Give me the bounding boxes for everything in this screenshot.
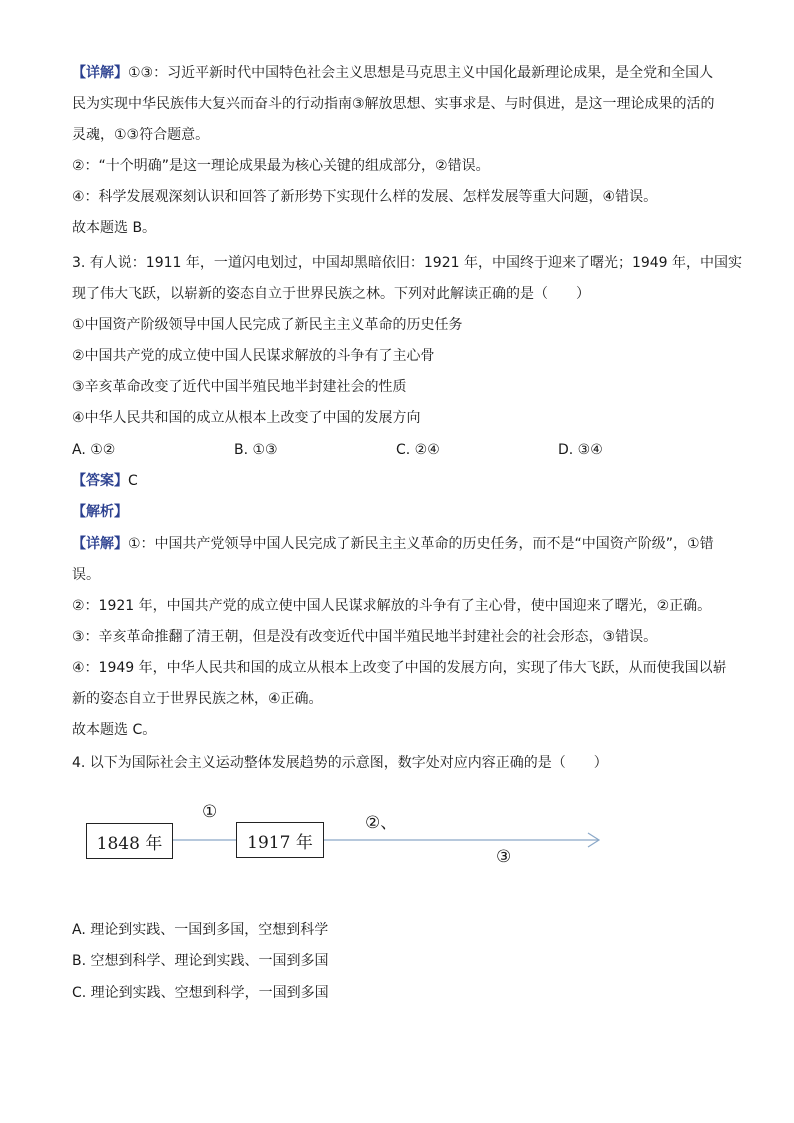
q3-detail-line-1: 【详解】①：中国共产党领导中国人民完成了新民主主义革命的历史任务，而不是“中国资产阶级”，①错 [72,536,714,552]
q3-option-d: D. ③④ [558,442,603,458]
q2-detail-line-3: 灵魂，①③符合题意。 [72,127,210,143]
q2-conclusion: 故本题选 B。 [72,220,157,236]
q3-detail-line-6: 新的姿态自立于世界民族之林，④正确。 [72,691,323,707]
detail-tag: 【详解】 [72,65,128,81]
q3-conclusion: 故本题选 C。 [72,722,157,738]
q3-detail-line-2: 误。 [72,567,100,583]
q3-answer: 【答案】C [72,473,138,489]
q3-statement-2: ②中国共产党的成立使中国人民谋求解放的斗争有了主心骨 [72,348,435,364]
q3-analysis-tag: 【解析】 [72,504,128,520]
q3-option-c: C. ②④ [396,442,440,458]
q3-statement-4: ④中华人民共和国的成立从根本上改变了中国的发展方向 [72,410,421,426]
q3-option-a: A. ①② [72,442,116,458]
q2-detail-line-4: ②：“十个明确”是这一理论成果最为核心关键的组成部分，②错误。 [72,158,490,174]
q2-detail-line-2: 民为实现中华民族伟大复兴而奋斗的行动指南③解放思想、实事求是、与时俱进，是这一理论成果的活的 [72,96,715,112]
year-box-1848: 1848 年 [86,823,173,859]
marker-3: ③ [496,847,512,867]
q2-detail-line-1: 【详解】①③：习近平新时代中国特色社会主义思想是马克思主义中国化最新理论成果，是全党和全国人 [72,65,714,81]
q3-option-b: B. ①③ [234,442,278,458]
q3-detail-line-5: ④：1949 年，中华人民共和国的成立从根本上改变了中国的发展方向，实现了伟大飞跃，从而使我国以崭 [72,660,727,676]
marker-1: ① [202,802,218,822]
q4-option-b: B. 空想到科学、理论到实践、一国到多国 [72,953,329,969]
q4-option-a: A. 理论到实践、一国到多国，空想到科学 [72,922,329,938]
q2-detail-line-5: ④：科学发展观深刻认识和回答了新形势下实现什么样的发展、怎样发展等重大问题，④错误。 [72,189,658,205]
q3-stem-line-2: 现了伟大飞跃，以崭新的姿态自立于世界民族之林。下列对此解读正确的是（ ） [72,286,590,302]
q3-stem-line-1: 3. 有人说：1911 年，一道闪电划过，中国却黑暗依旧：1921 年，中国终于迎来了曙光；1949 年，中国实 [72,255,743,271]
year-box-1917: 1917 年 [236,822,324,858]
marker-2: ②、 [365,813,398,833]
q3-statement-3: ③辛亥革命改变了近代中国半殖民地半封建社会的性质 [72,379,407,395]
q4-option-c: C. 理论到实践、空想到科学，一国到多国 [72,985,329,1001]
q3-detail-line-4: ③：辛亥革命推翻了清王朝，但是没有改变近代中国半殖民地半封建社会的社会形态，③错误。 [72,629,658,645]
q4-stem: 4. 以下为国际社会主义运动整体发展趋势的示意图，数字处对应内容正确的是（ ） [72,755,608,771]
q3-statement-1: ①中国资产阶级领导中国人民完成了新民主主义革命的历史任务 [72,317,463,333]
q3-detail-line-3: ②：1921 年，中国共产党的成立使中国人民谋求解放的斗争有了主心骨，使中国迎来了曙光，②正确。 [72,598,712,614]
